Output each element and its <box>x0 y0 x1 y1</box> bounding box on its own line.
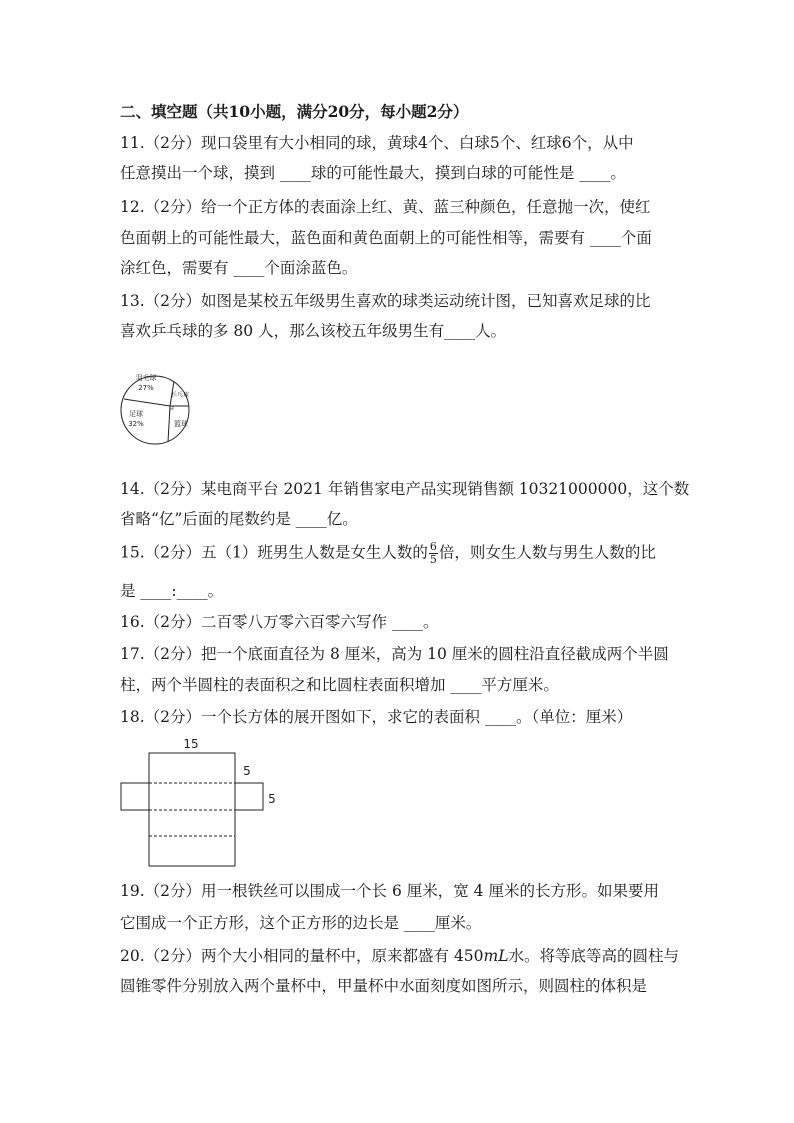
q15-line2: 是 ____:____。 <box>120 582 224 600</box>
fraction-numerator: 6 <box>429 540 437 553</box>
pie-label-football: 足球 <box>129 410 143 418</box>
q15-text-before: 15.（2分）五（1）班男生人数是女生人数的 <box>120 543 428 562</box>
pie-label-football-pct: 32% <box>128 420 144 428</box>
net-right-flap <box>235 783 263 810</box>
fraction-six-fifths <box>429 541 438 566</box>
q20-text-after: 水。将等底等高的圆柱与 <box>508 947 680 965</box>
pie-label-badminton-pct: 27% <box>138 384 154 392</box>
pie-label-basketball: 篮球 <box>174 420 188 428</box>
pie-label-pingpong: 乒乓球 <box>170 392 190 399</box>
q20-line2: 圆锥零件分别放入两个量杯中，甲量杯中水面刻度如图所示，则圆柱的体积是 <box>120 977 648 995</box>
q16-line: 16.（2分）二百零八万零六百零六写作 ____。 <box>120 613 439 631</box>
q15-text-after: 倍，则女生人数与男生人数的比 <box>438 543 656 562</box>
pie-chart-figure <box>118 362 198 462</box>
net-left-flap <box>121 783 149 810</box>
q12-line2: 色面朝上的可能性最大，蓝色面和黄色面朝上的可能性相等，需要有 ____个面 <box>120 229 652 247</box>
q14-line1: 14.（2分）某电商平台 2021 年销售家电产品实现销售额 10321000000，这个数 <box>120 480 690 498</box>
cuboid-net-figure <box>115 733 290 870</box>
q12-line1: 12.（2分）给一个正方体的表面涂上红、黄、蓝三种颜色，任意抛一次，使红 <box>120 198 651 216</box>
q20-text-before: 20.（2分）两个大小相同的量杯中，原来都盛有 450 <box>120 947 484 965</box>
pie-label-badminton: 羽毛球 <box>135 374 157 382</box>
q20-unit: mL <box>483 947 509 965</box>
q11-line1: 11.（2分）现口袋里有大小相同的球，黄球4个、白球5个、红球6个，从中 <box>120 134 634 152</box>
q18-line: 18.（2分）一个长方体的展开图如下，求它的表面积 ____。（单位：厘米） <box>120 708 633 726</box>
net-label-right-upper: 5 <box>243 764 251 778</box>
net-label-right-side: 5 <box>268 792 276 806</box>
q19-line1: 19.（2分）用一根铁丝可以围成一个长 6 厘米，宽 4 厘米的长方形。如果要用 <box>120 882 659 900</box>
net-label-top: 15 <box>183 737 199 751</box>
q12-line3: 涂红色，需要有 ____个面涂蓝色。 <box>120 259 358 277</box>
q20-line1 <box>120 945 680 967</box>
q14-line2: 省略“亿”后面的尾数约是 ____亿。 <box>120 510 358 528</box>
q15-line1 <box>120 541 680 566</box>
q13-line2: 喜欢乒乓球的多 80 人，那么该校五年级男生有____人。 <box>120 322 507 340</box>
fraction-denominator: 5 <box>429 553 437 566</box>
section-title: 二、填空题（共10小题，满分20分，每小题2分） <box>120 102 469 121</box>
q11-line2: 任意摸出一个球，摸到 ____球的可能性最大，摸到白球的可能性是 ____。 <box>120 164 626 182</box>
q17-line1: 17.（2分）把一个底面直径为 8 厘米，高为 10 厘米的圆柱沿直径截成两个半圆 <box>120 645 669 663</box>
q13-line1: 13.（2分）如图是某校五年级男生喜欢的球类运动统计图，已知喜欢足球的比 <box>120 292 651 310</box>
q17-line2: 柱，两个半圆柱的表面积之和比圆柱表面积增加 ____平方厘米。 <box>120 676 559 694</box>
q19-line2: 它围成一个正方形，这个正方形的边长是 ____厘米。 <box>120 914 482 932</box>
